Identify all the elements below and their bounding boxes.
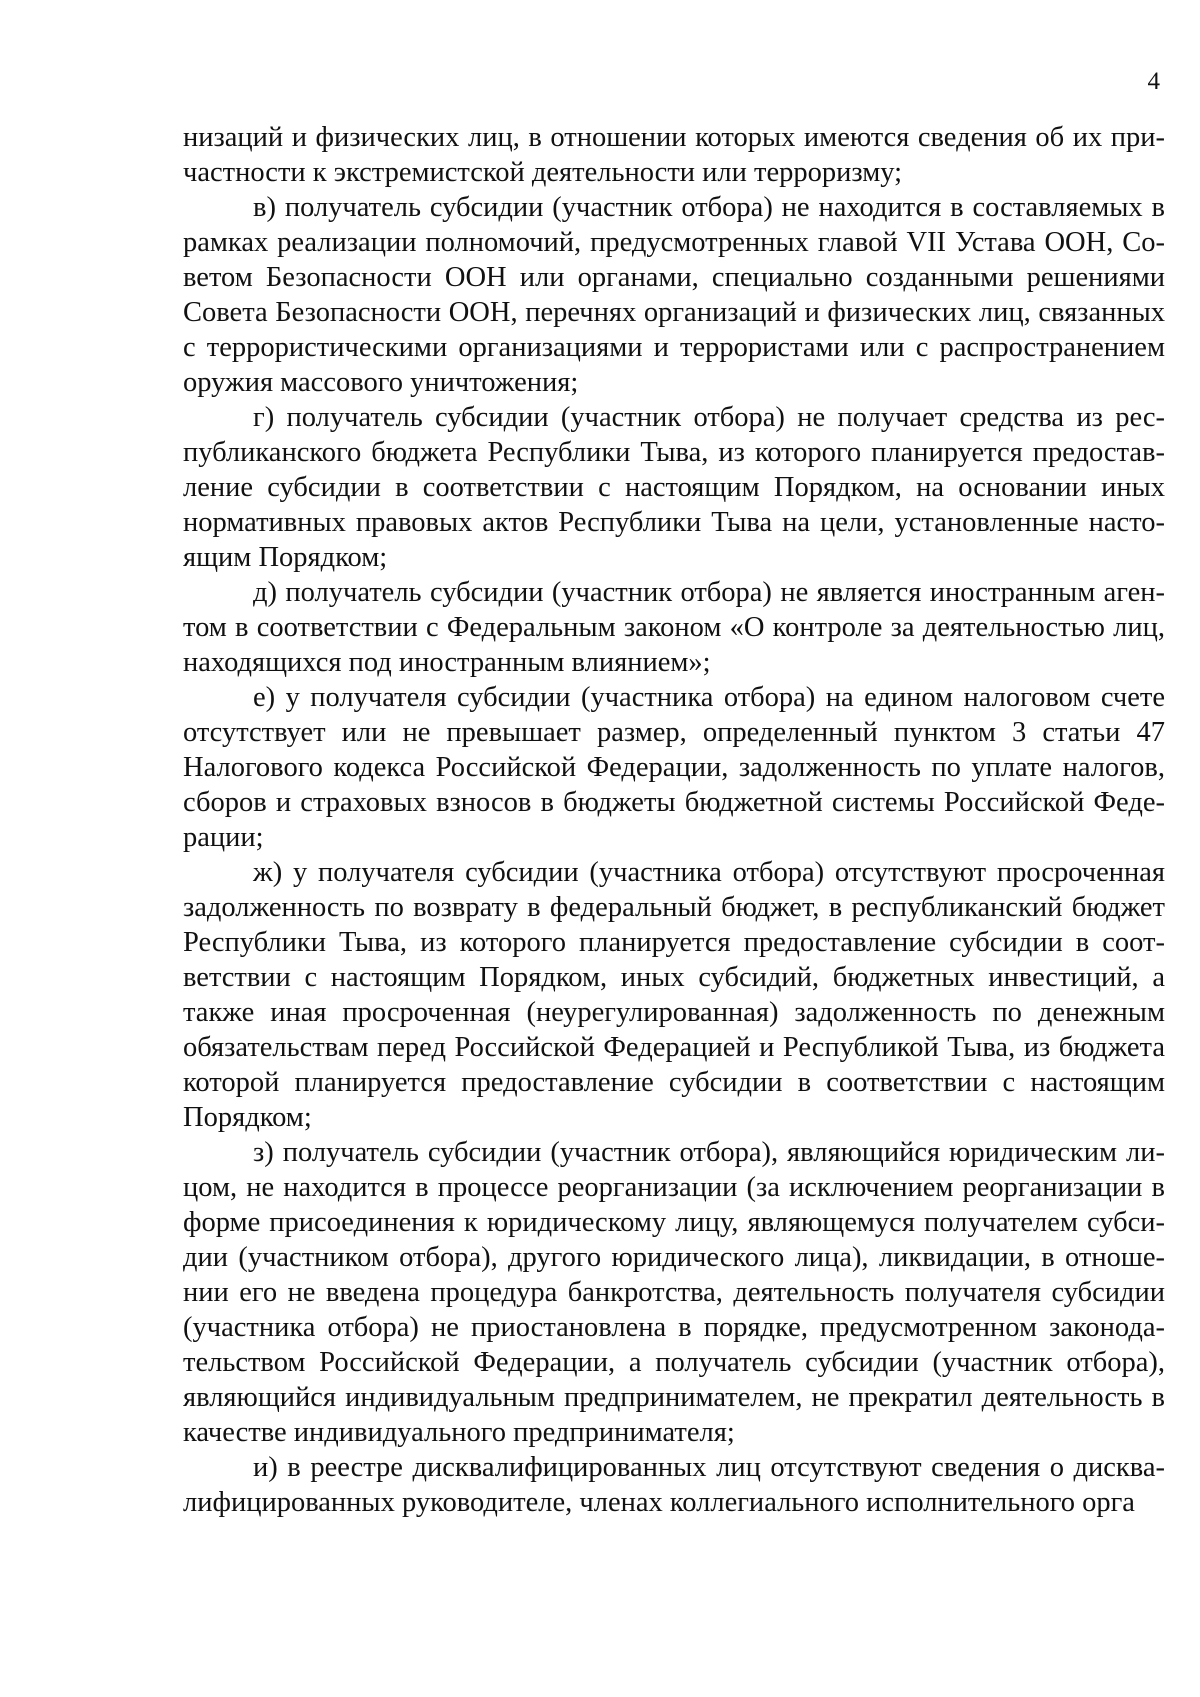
document-body — [183, 120, 1165, 1520]
paragraph-item-v: в) получатель субсидии (участник отбора) не находится в составляемых в рамках реализации полномочий, предусмотренных главой VII Устава ООН, Советом Безопасности ООН или органами, специально созданными решениями Совета Безопасности ООН, перечнях организаций и физических лиц, связанных с террористическими организациями и террористами или с распространением оружия массового уничтожения; — [183, 192, 1165, 398]
paragraph-item-zh: ж) у получателя субсидии (участника отбора) отсутствуют просроченная задолженность по возврату в федеральный бюджет, в республиканский бюджет Республики Тыва, из которого планируется предоставление субсидии в соответствии с настоящим Порядком, иных субсидий, бюджетных инвестиций, а также иная просроченная (неурегулированная) задолженность по денежным обязательствам перед Российской Федерацией и Республикой Тыва, из бюджета которой планируется предоставление субсидии в соответствии с настоящим Порядком; — [183, 857, 1165, 1133]
paragraph-continuation: низаций и физических лиц, в отношении которых имеются сведения об их причастности к экстремистской деятельности или терроризму; — [183, 122, 1165, 188]
paragraph-item-d: д) получатель субсидии (участник отбора) не является иностранным агентом в соответствии с Федеральным законом «О контроле за деятельностью лиц, находящихся под иностранным влиянием»; — [183, 577, 1165, 678]
paragraph-item-e: е) у получателя субсидии (участника отбора) на едином налоговом счете отсутствует или не превышает размер, определенный пунктом 3 статьи 47 Налогового кодекса Российской Федерации, задолженность по уплате налогов, сборов и страховых взносов в бюджеты бюджетной системы Российской Федерации; — [183, 682, 1165, 853]
paragraph-item-i: и) в реестре дисквалифицированных лиц отсутствуют сведения о дисквалифицированных руководителе, членах коллегиального исполнительного орга — [183, 1452, 1165, 1518]
page-number: 4 — [1147, 68, 1160, 95]
paragraph-item-g: г) получатель субсидии (участник отбора) не получает средства из республиканского бюджета Республики Тыва, из которого планируется предоставление субсидии в соответствии с настоящим Порядком, на основании иных нормативных правовых актов Республики Тыва на цели, установленные настоящим Порядком; — [183, 402, 1165, 573]
paragraph-item-z: з) получатель субсидии (участник отбора), являющийся юридическим лицом, не находится в процессе реорганизации (за исключением реорганизации в форме присоединения к юридическому лицу, являющемуся получателем субсидии (участником отбора), другого юридического лица), ликвидации, в отношении его не введена процедура банкротства, деятельность получателя субсидии (участника отбора) не приостановлена в порядке, предусмотренном законодательством Российской Федерации, а получатель субсидии (участник отбора), являющийся индивидуальным предпринимателем, не прекратил деятельность в качестве индивидуального предпринимателя; — [183, 1137, 1165, 1448]
